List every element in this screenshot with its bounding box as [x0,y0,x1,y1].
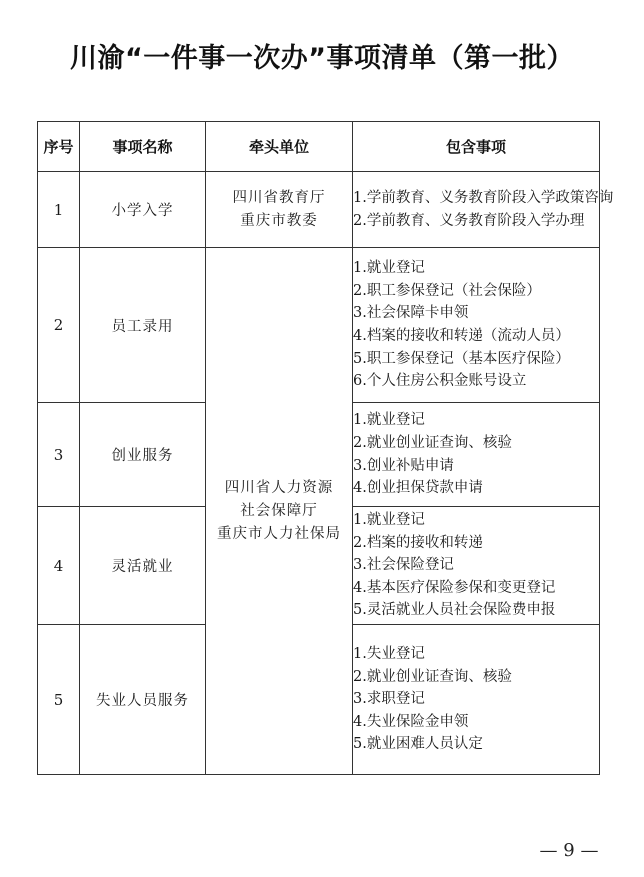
included-item: 1.就业登记 [353,260,425,277]
header-number: 序号 [38,122,80,172]
lead-unit-line: 重庆市人力社保局 [217,525,341,542]
table-row [38,172,600,248]
header-included-items: 包含事项 [353,122,600,172]
shared-lead-unit [206,248,353,775]
lead-unit-line: 四川省人力资源 [224,479,334,496]
included-item: 2.就业创业证查询、核验 [353,668,512,685]
included-item: 4.创业担保贷款申请 [353,480,483,497]
row-item-name: 员工录用 [80,248,206,403]
row-item-name: 灵活就业 [80,507,206,625]
row-item-name: 失业人员服务 [80,625,206,775]
row-number: 3 [38,403,80,507]
lead-unit-line: 社会保障厅 [240,502,318,519]
included-item: 5.职工参保登记（基本医疗保险） [353,350,570,367]
row-item-name: 小学入学 [80,172,206,248]
row-number: 5 [38,625,80,775]
included-item: 6.个人住房公积金账号设立 [353,373,527,390]
included-item: 1.失业登记 [353,646,425,663]
included-item: 4.档案的接收和转递（流动人员） [353,328,570,344]
included-item: 1.学前教育、义务教育阶段入学政策咨询 [353,189,614,206]
page-title: 川渝“一件事一次办”事项清单（第一批） [70,43,574,74]
row-number: 1 [38,172,80,248]
header-item-name: 事项名称 [80,122,206,172]
included-item: 4.基本医疗保险参保和变更登记 [353,579,556,596]
included-item: 1.就业登记 [353,412,425,429]
lead-unit-line: 四川省教育厅 [232,189,326,206]
row-number: 4 [38,507,80,625]
included-item: 3.求职登记 [353,691,425,708]
included-item: 5.就业困难人员认定 [353,736,483,753]
included-item: 4.失业保险金申领 [353,713,469,730]
lead-unit-line: 重庆市教委 [240,212,318,229]
table-row [38,248,600,403]
included-item: 2.就业创业证查询、核验 [353,434,512,451]
row-included-items [353,403,600,507]
included-item: 3.社会保障卡申领 [353,305,469,322]
included-item: 2.职工参保登记（社会保险） [353,282,541,299]
row-included-items [353,507,600,625]
row-included-items [353,625,600,775]
row-item-name: 创业服务 [80,403,206,507]
page-number: — 9 — [539,840,599,861]
row-number: 2 [38,248,80,403]
included-item: 2.档案的接收和转递 [353,534,483,551]
header-lead-unit: 牵头单位 [206,122,353,172]
included-item: 3.创业补贴申请 [353,457,454,474]
row-included-items [353,172,614,248]
included-item: 2.学前教育、义务教育阶段入学办理 [353,212,585,229]
included-item: 5.灵活就业人员社会保险费申报 [353,602,556,619]
table-header-row [38,122,600,172]
item-list-table [37,121,614,775]
row-included-items [353,248,600,403]
included-item: 3.社会保险登记 [353,557,454,574]
included-item: 1.就业登记 [353,512,425,529]
row-lead-unit [206,172,353,248]
